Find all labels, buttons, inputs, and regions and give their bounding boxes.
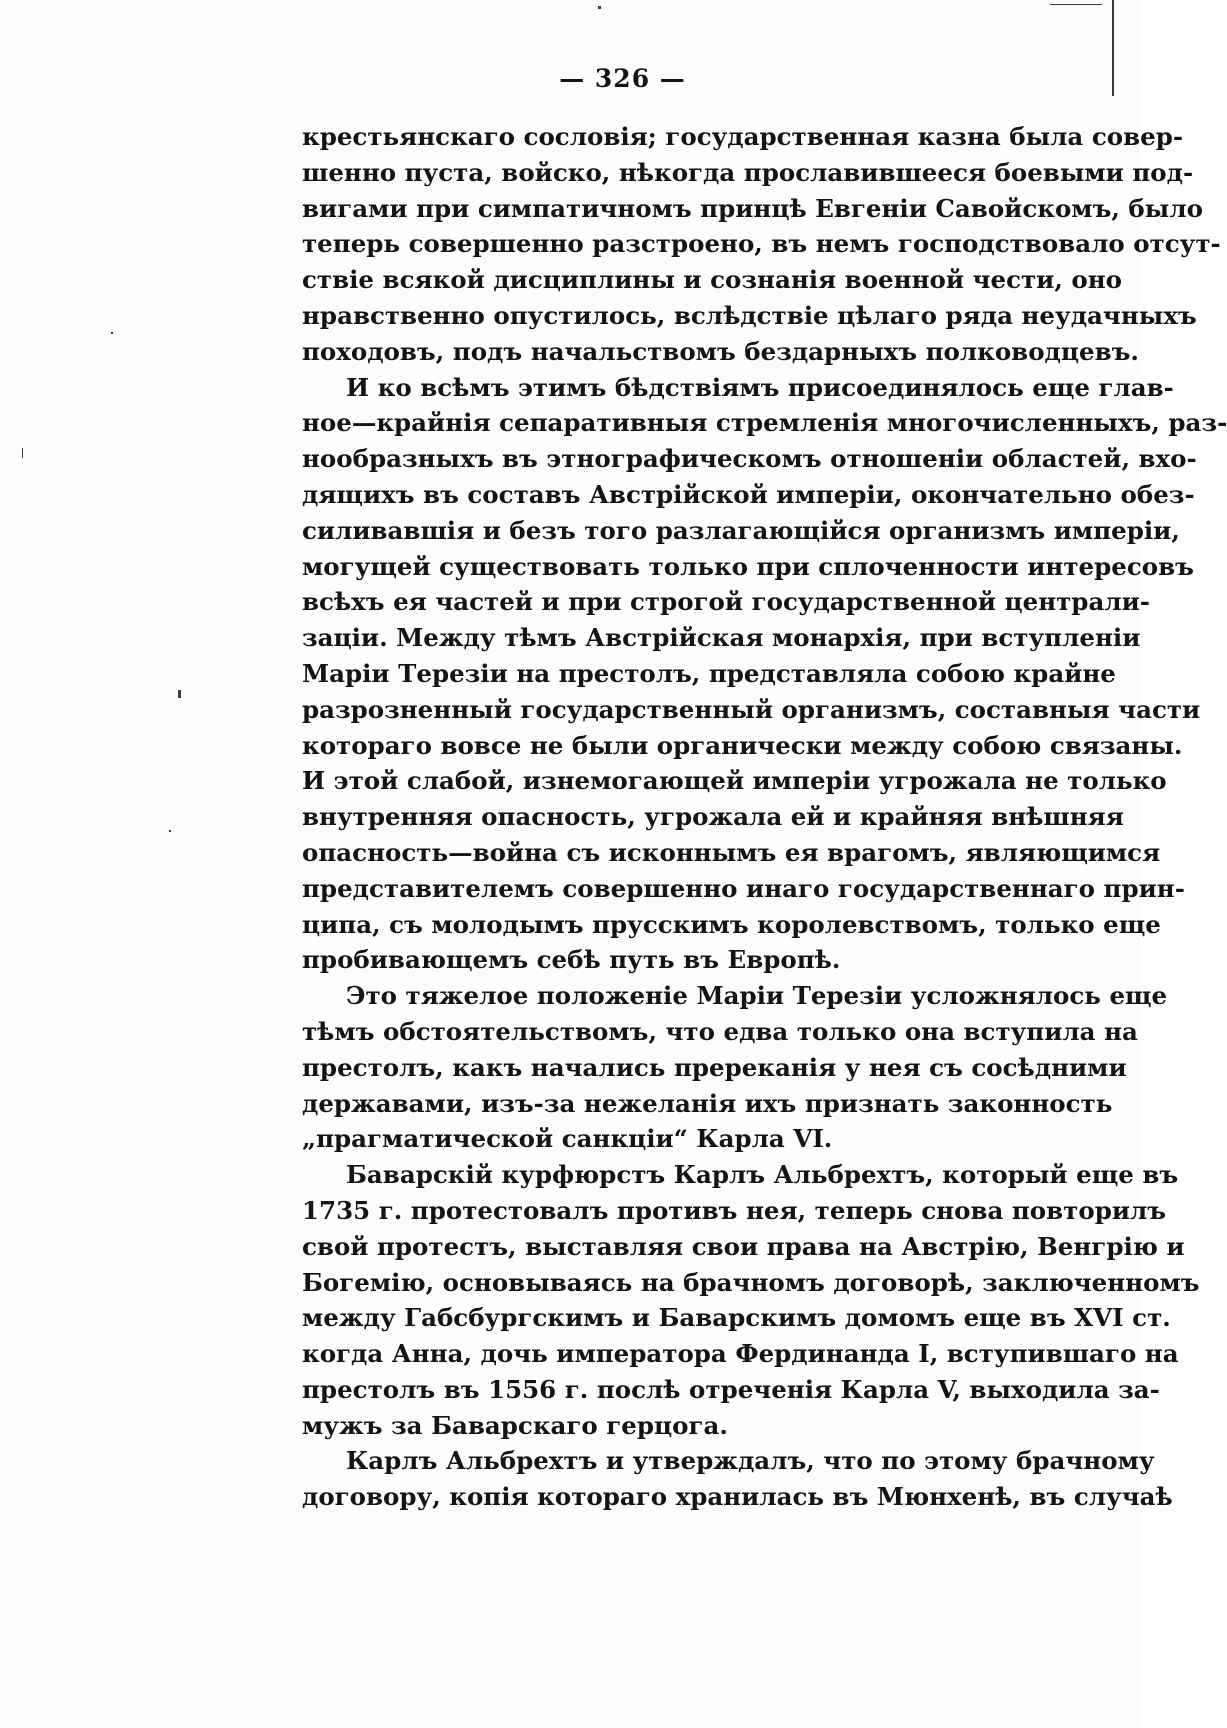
text-line: Маріи Терезіи на престолъ, представляла собою крайне bbox=[302, 658, 1116, 688]
text-line: свой протестъ, выставляя свои права на Австрію, Венгрію и bbox=[302, 1231, 1185, 1261]
text-line: престолъ въ 1556 г. послѣ отреченія Карла V, выходила за- bbox=[302, 1374, 1160, 1404]
text-line: могущей существовать только при сплоченности интересовъ bbox=[302, 551, 1194, 581]
text-line: крестьянскаго сословія; государственная казна была совер- bbox=[302, 122, 1183, 151]
text-line: разрозненный государственный организмъ, составныя части bbox=[302, 694, 1201, 724]
text-line: опасность—война съ исконнымъ ея врагомъ, являющимся bbox=[302, 837, 1161, 867]
text-line: дящихъ въ составъ Австрійской имперіи, окончательно обез- bbox=[302, 479, 1195, 509]
text-line: тѣмъ обстоятельствомъ, что едва только она вступила на bbox=[302, 1016, 1138, 1046]
scan-edge-line bbox=[1112, 0, 1114, 96]
scan-speck bbox=[598, 6, 601, 9]
scan-edge-line bbox=[1050, 4, 1102, 5]
scan-speck bbox=[111, 332, 113, 334]
text-line: силивавшія и безъ того разлагающійся организмъ имперіи, bbox=[302, 515, 1180, 545]
paragraph-start-line: Это тяжелое положеніе Маріи Терезіи усложнялось еще bbox=[346, 981, 1168, 1011]
text-line: „прагматической санкціи“ Карла VI. bbox=[302, 1124, 833, 1154]
text-line: 1735 г. протестовалъ противъ нея, теперь снова повторилъ bbox=[302, 1195, 1167, 1225]
text-line: Богемію, основываясь на брачномъ договорѣ, заключенномъ bbox=[302, 1267, 1200, 1297]
text-line: ципа, съ молодымъ прусскимъ королевствомъ, только еще bbox=[302, 909, 1161, 939]
body-text bbox=[302, 119, 1227, 1515]
text-line: И этой слабой, изнемогающей имперіи угрожала не только bbox=[302, 766, 1167, 796]
text-line: ное—крайнія сепаративныя стремленія многочисленныхъ, раз- bbox=[302, 408, 1227, 438]
text-line: заціи. Между тѣмъ Австрійская монархія, при вступленіи bbox=[302, 623, 1141, 653]
text-line: престолъ, какъ начались пререканія у нея съ сосѣдними bbox=[302, 1052, 1127, 1082]
text-line: ствіе всякой дисциплины и сознанія военной чести, оно bbox=[302, 265, 1123, 295]
text-line: котораго вовсе не были органически между собою связаны. bbox=[302, 730, 1183, 760]
text-line: внутренняя опасность, угрожала ей и крайняя внѣшняя bbox=[302, 802, 1124, 832]
text-line: представителемъ совершенно инаго государственнаго прин- bbox=[302, 873, 1185, 903]
text-line: договору, копія котораго хранилась въ Мюнхенѣ, въ случаѣ bbox=[302, 1482, 1173, 1512]
text-line: когда Анна, дочь императора Фердинанда I, вступившаго на bbox=[302, 1339, 1179, 1369]
paragraph-start-line: Карлъ Альбрехтъ и утверждалъ, что по этому брачному bbox=[346, 1446, 1155, 1476]
scan-speck bbox=[22, 448, 23, 458]
page-number: — 326 — bbox=[559, 64, 686, 93]
paragraph-start-line: Баварскій курфюрстъ Карлъ Альбрехтъ, который еще въ bbox=[346, 1160, 1179, 1190]
text-line: между Габсбургскимъ и Баварскимъ домомъ еще въ XVI ст. bbox=[302, 1303, 1171, 1333]
text-line: походовъ, подъ начальствомъ бездарныхъ полководцевъ. bbox=[302, 336, 1139, 366]
text-line: державами, изъ-за нежеланія ихъ признать законность bbox=[302, 1088, 1113, 1118]
text-line: вигами при симпатичномъ принцѣ Евгеніи Савойскомъ, было bbox=[302, 193, 1203, 223]
text-line: нообразныхъ въ этнографическомъ отношеніи областей, вхо- bbox=[302, 444, 1197, 474]
text-line: теперь совершенно разстроено, въ немъ господствовало отсут- bbox=[302, 229, 1221, 259]
text-line: пробивающемъ себѣ путь въ Европѣ. bbox=[302, 945, 841, 975]
text-line: всѣхъ ея частей и при строгой государственной централи- bbox=[302, 587, 1150, 617]
scan-speck bbox=[169, 830, 171, 832]
text-line: мужъ за Баварскаго герцога. bbox=[302, 1410, 728, 1440]
paragraph-start-line: И ко всѣмъ этимъ бѣдствіямъ присоединялось еще глав- bbox=[346, 372, 1174, 402]
text-line: шенно пуста, войско, нѣкогда прославившееся боевыми под- bbox=[302, 157, 1194, 187]
text-line: нравственно опустилось, вслѣдствіе цѣлаго ряда неудачныхъ bbox=[302, 300, 1197, 330]
scan-speck bbox=[178, 690, 181, 698]
